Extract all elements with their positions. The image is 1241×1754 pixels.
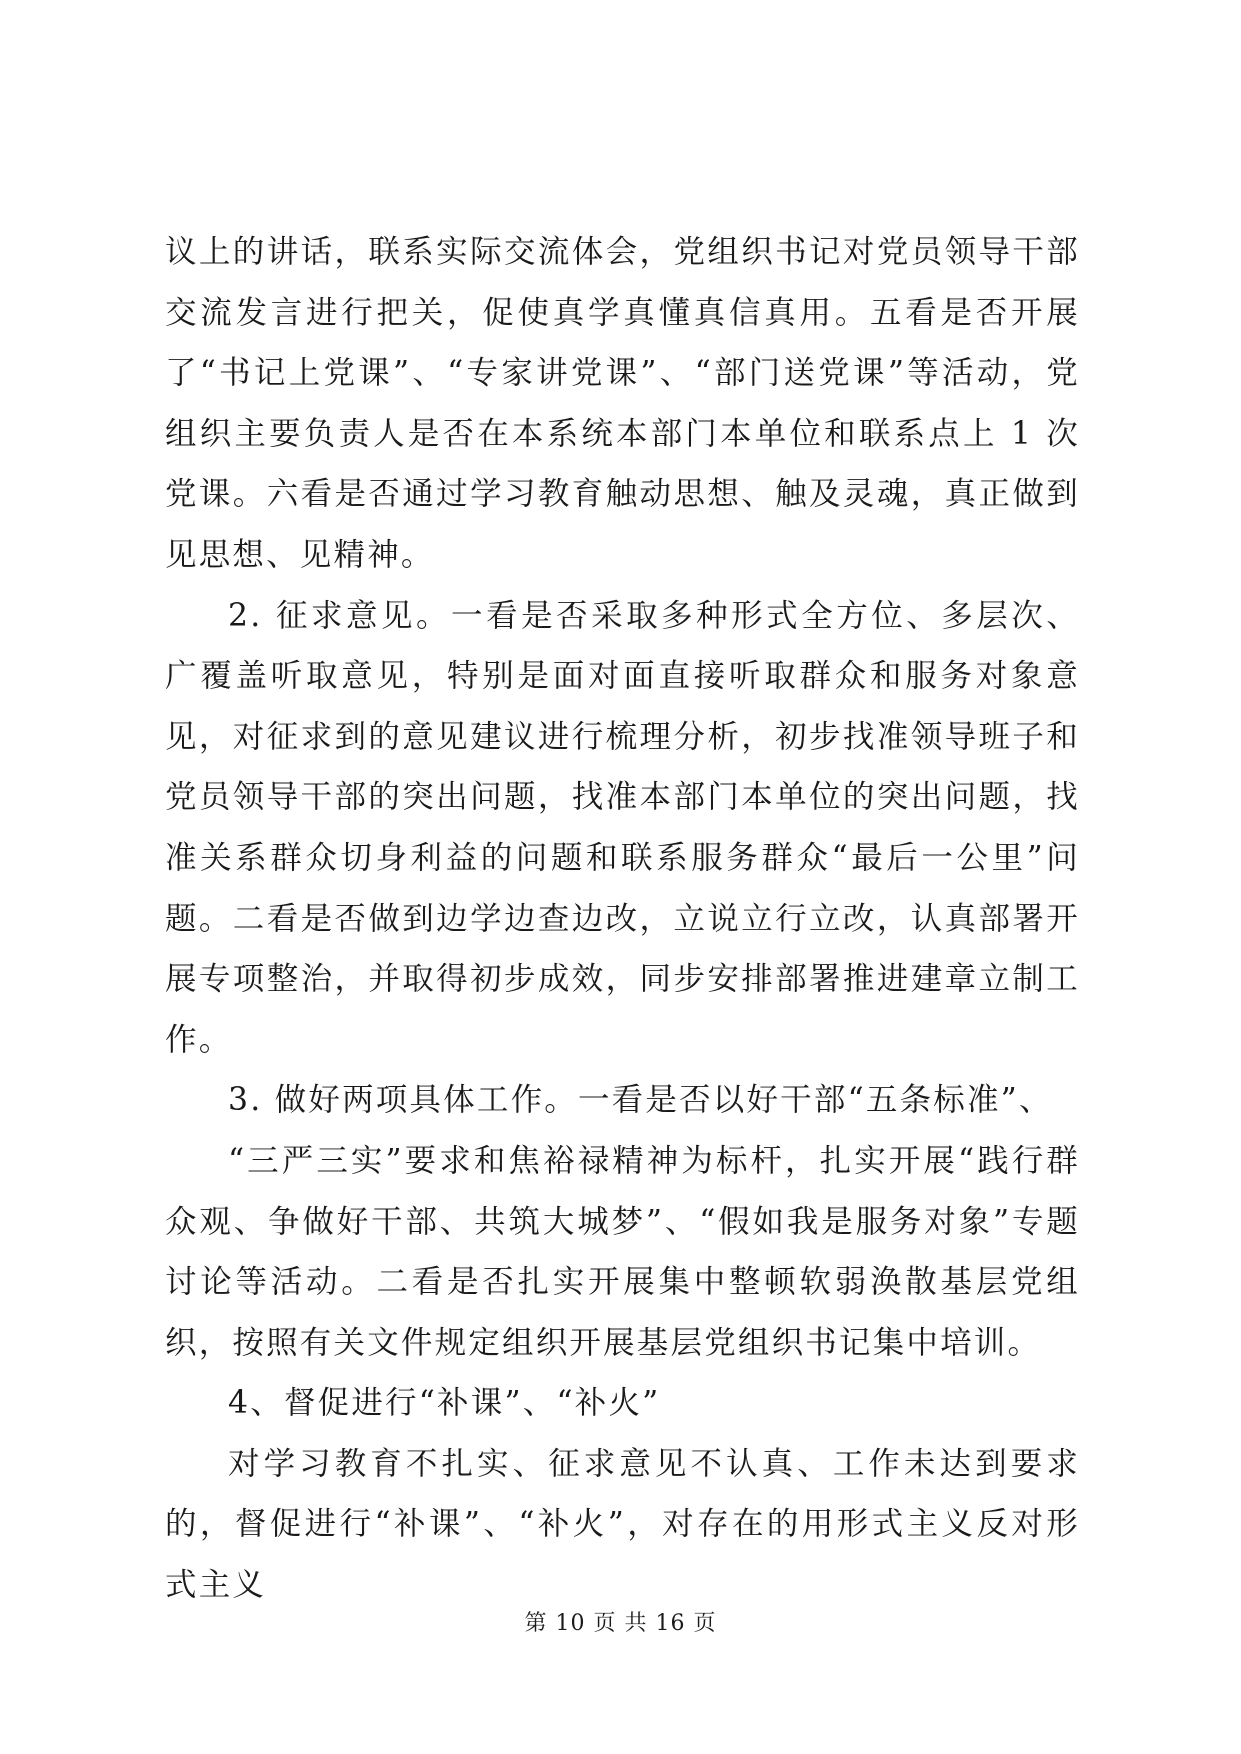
- paragraph-continuation: 议上的讲话，联系实际交流体会，党组织书记对党员领导干部交流发言进行把关，促使真学真懂真信真用。五看是否开展了“书记上党课”、“专家讲党课”、“部门送党课”等活动，党组织主要负责人是否在本系统本部门本单位和联系点上 1 次党课。六看是否通过学习教育触动思想、触及灵魂，真正做到见思想、见精神。: [165, 234, 1080, 573]
- document-body: [165, 222, 1080, 1616]
- paragraph-solicit-opinions: 2. 征求意见。一看是否采取多种形式全方位、多层次、广覆盖听取意见，特别是面对面直接听取群众和服务对象意见，对征求到的意见建议进行梳理分析，初步找准领导班子和党员领导干部的突出问题，找准本部门本单位的突出问题，找准关系群众切身利益的问题和联系服务群众“最后一公里”问题。二看是否做到边学边查边改，立说立行立改，认真部署开展专项整治，并取得初步成效，同步安排部署推进建章立制工作。: [165, 597, 1080, 1058]
- paragraph-supervise-body: 对学习教育不扎实、征求意见不认真、工作未达到要求的，督促进行“补课”、“补火”，对存在的用形式主义反对形式主义: [165, 1445, 1080, 1604]
- paragraph-two-tasks-body: “三严三实”要求和焦裕禄精神为标杆，扎实开展“践行群众观、争做好干部、共筑大城梦”、“假如我是服务对象”专题讨论等活动。二看是否扎实开展集中整顿软弱涣散基层党组织，按照有关文件规定组织开展基层党组织书记集中培训。: [165, 1142, 1080, 1361]
- paragraph-two-tasks-heading: 3. 做好两项具体工作。一看是否以好干部“五条标准”、: [228, 1082, 1053, 1119]
- paragraph-supervise-heading: 4、督促进行“补课”、“补火”: [228, 1385, 661, 1422]
- page-number-footer: 第 10 页 共 16 页: [524, 1611, 717, 1636]
